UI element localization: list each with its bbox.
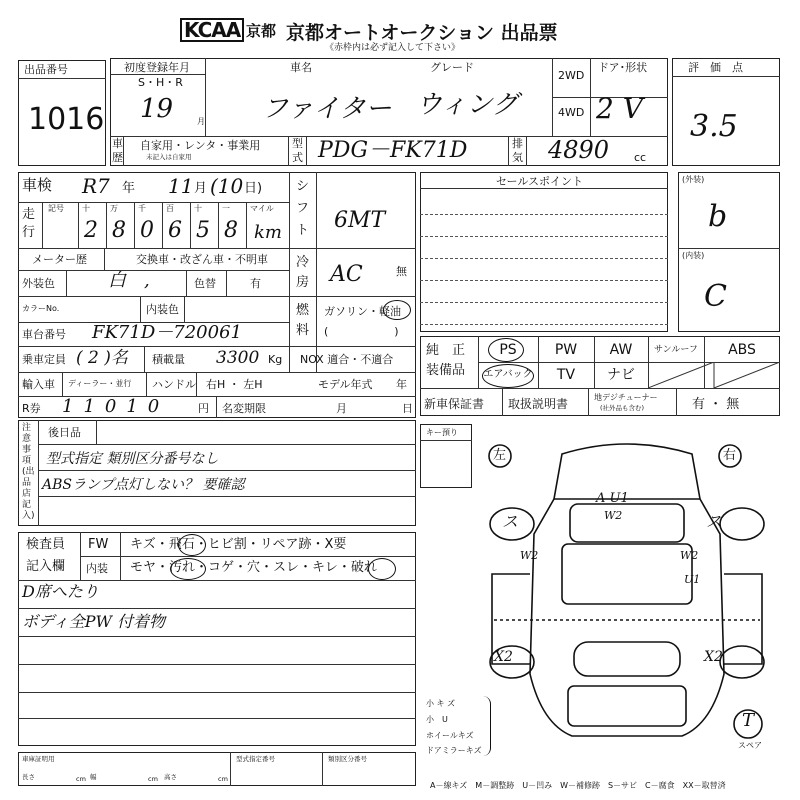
- equip-row2-1: TV: [556, 367, 576, 383]
- notes-side-char-8: 入): [22, 511, 35, 521]
- mileage-header-6: 一: [222, 204, 230, 213]
- digital-tuner-note: (社外品も含む): [600, 404, 645, 412]
- trunk: [568, 686, 686, 726]
- mileage-digit-5: 8: [224, 218, 238, 243]
- notes-side-char-5: 品: [22, 478, 32, 488]
- car-diagram: [472, 424, 782, 754]
- color-change-label: 色替: [194, 277, 216, 290]
- meter-label: メーター歴: [32, 253, 87, 266]
- legend-circles: [478, 696, 491, 756]
- load-label: 積載量: [152, 353, 185, 366]
- fuel-paren: ( ): [324, 325, 399, 338]
- legend-small-scratch: 小 キ ズ: [426, 699, 456, 708]
- side-w2-right: W2: [680, 549, 699, 562]
- load-unit: Kg: [268, 353, 283, 366]
- handle-label: ハンドル: [152, 378, 196, 391]
- right-rear-wheel: [720, 646, 764, 678]
- color-change-value: 有: [250, 277, 261, 290]
- door-value: 2 V: [596, 92, 643, 125]
- car-body-outline: [530, 499, 724, 736]
- spare-mark: T: [742, 710, 755, 731]
- mileage-header-3: 千: [138, 204, 146, 213]
- side-u1: U1: [684, 573, 701, 586]
- lot-label: 出品番号: [24, 63, 68, 76]
- fw-items: キズ・飛石・ヒビ割・リペア跡・X要: [130, 537, 347, 552]
- airbag-circle: [482, 364, 534, 388]
- interior-label: (内装): [682, 251, 705, 260]
- score: 3.5: [690, 109, 738, 144]
- first-reg-label: 初度登録年月: [124, 61, 190, 74]
- cert-length: 長さ: [22, 773, 35, 781]
- sales-point-line: [420, 258, 668, 259]
- 4wd-label: 4WD: [558, 106, 585, 119]
- notes-line-1: 型式指定 類別区分番号なし: [46, 451, 219, 467]
- color-no-label: カラーNo.: [22, 304, 60, 313]
- lot-number: 1016: [28, 102, 105, 137]
- fuel-char-0: 燃: [296, 303, 310, 318]
- ac-value: AC: [330, 262, 363, 287]
- yen-label: 円: [198, 402, 209, 415]
- front-mark-1: A U1: [596, 491, 629, 506]
- type-spec-label: 型式指定番号: [236, 755, 275, 763]
- notes-side-char-7: 記: [22, 500, 32, 510]
- cert-height-cm: cm: [218, 775, 228, 783]
- damage-legend: A－線キズ M－調整跡 U－凹み W－補修跡 S－サビ C－腐食 XX－取替済: [430, 781, 726, 790]
- grade-label: グレード: [430, 61, 474, 74]
- mileage-label-2: 行: [22, 225, 36, 240]
- cabin: [562, 544, 692, 604]
- sales-point-box: [420, 172, 668, 332]
- chassis-label: 車台番号: [22, 328, 66, 341]
- digital-tuner-yes-no: 有 ・ 無: [692, 397, 740, 412]
- shaken-month: 11: [168, 174, 194, 198]
- notes-side-char-6: 店: [22, 489, 32, 499]
- notes-side-char-2: 事: [22, 445, 32, 455]
- mileage-digit-0: 2: [84, 218, 98, 243]
- sales-point-line: [420, 236, 668, 237]
- fuel-circle: [383, 300, 411, 320]
- capacity-label: 乗車定員: [22, 353, 66, 366]
- equip-1: PW: [554, 342, 578, 358]
- header: [180, 18, 620, 44]
- model-code: PDG－FK71D: [318, 138, 468, 163]
- exterior-grade: b: [708, 199, 728, 234]
- mileage-header-2: 万: [110, 204, 118, 213]
- cert-label: 車庫証明用: [22, 755, 55, 763]
- fuel-char-1: 料: [296, 323, 310, 338]
- shift-char-2: ト: [296, 223, 310, 238]
- equipment-label-2: 装備品: [426, 363, 466, 378]
- rear-window: [574, 642, 680, 676]
- 2wd-label: 2WD: [558, 69, 585, 82]
- fuel-options: ガソリン・軽油: [324, 305, 401, 318]
- import-label: 輸入車: [22, 378, 55, 391]
- disp-label-1: 排: [512, 137, 523, 150]
- first-reg-year: 19: [140, 94, 174, 124]
- inspector-note-2: ボディ全PW 付着物: [22, 612, 166, 631]
- car-name-label: 車名: [290, 61, 312, 74]
- digital-tuner-label: 地デジチューナー: [594, 393, 658, 402]
- displacement: 4890: [548, 136, 610, 164]
- ac-none: 無: [396, 265, 407, 278]
- class-no-label: 類別区分番号: [328, 755, 367, 763]
- right-wheel-mark: ス: [706, 512, 723, 531]
- ac-char-0: 冷: [296, 255, 310, 270]
- shift-value: 6MT: [334, 208, 386, 233]
- logo: KCAA: [180, 18, 244, 42]
- interior-inspect-label: 内装: [86, 562, 108, 575]
- mileage-header-0: 記号: [48, 204, 64, 213]
- shaken-label: 車検: [22, 176, 53, 194]
- notes-side-char-0: 注: [22, 423, 32, 433]
- nox-label: NOX 適合・不適合: [300, 353, 394, 366]
- usage-label-2: 歴: [112, 151, 123, 164]
- ext-color: 白 ,: [108, 270, 150, 291]
- name-change-month: 月: [336, 402, 347, 415]
- left-wheel-mark: ス: [502, 512, 519, 531]
- ps-circle: [488, 338, 524, 362]
- mileage-digit-2: 0: [140, 218, 154, 243]
- manual-label: 取扱説明書: [508, 397, 569, 411]
- key-label: キー預り: [426, 428, 458, 437]
- equip-row2-2: ナビ: [607, 367, 635, 383]
- mileage-header-1: 十: [82, 204, 90, 213]
- model-year-label: モデル年式: [318, 378, 373, 391]
- legend-mirror: ドアミラーキズ: [426, 746, 482, 755]
- car-name: ファイター: [262, 94, 392, 124]
- windshield: [570, 504, 684, 542]
- shift-char-1: フ: [296, 201, 310, 216]
- first-reg-month-suffix: 月: [197, 117, 205, 126]
- equip-2: AW: [609, 342, 633, 358]
- ac-char-1: 房: [296, 275, 310, 290]
- model-label-2: 式: [292, 151, 303, 164]
- usage-note: 未記入は自家用: [146, 153, 192, 161]
- load: 3300: [216, 348, 260, 368]
- inspector-label-2: 記入欄: [26, 559, 66, 574]
- stain-circle: [170, 558, 206, 580]
- fw-label: FW: [88, 537, 109, 552]
- sales-point-line: [420, 214, 668, 215]
- cert-width: 幅: [90, 773, 97, 781]
- form-subtitle: 《赤枠内は必ず記入して下さい》: [325, 43, 461, 53]
- legend-small-dent: 小 U: [426, 715, 448, 724]
- mileage-km: km: [254, 222, 282, 243]
- side-w2-left: W2: [520, 549, 539, 562]
- dealer-label: ディーラー・並行: [68, 379, 132, 388]
- disp-label-2: 気: [512, 151, 523, 164]
- notes-side-char-4: (出: [22, 467, 35, 477]
- inspector-label-1: 検査員: [26, 537, 66, 552]
- fw-circle: [178, 534, 206, 556]
- int-color-label: 内装色: [146, 303, 179, 316]
- usage-options: 自家用・レンタ・事業用: [140, 139, 261, 152]
- notes-first-line: 後日品: [48, 426, 81, 439]
- sales-point-line: [420, 302, 668, 303]
- mileage-digit-3: 6: [168, 218, 182, 243]
- equipment-label-1: 純 正: [426, 343, 466, 358]
- rear-right-mark: X2: [704, 649, 723, 665]
- diagram-right: 右: [723, 448, 737, 463]
- right-front-wheel: [720, 508, 764, 540]
- shaken-month-suffix: 月: [194, 181, 208, 196]
- cc-unit: cc: [634, 151, 647, 164]
- exterior-label: (外装): [682, 175, 705, 184]
- mileage-digit-1: 8: [112, 218, 126, 243]
- cert-width-cm: cm: [148, 775, 158, 783]
- recycle-value: 11010: [62, 396, 170, 417]
- name-change-label: 名変期限: [222, 402, 266, 415]
- mileage-header-5: 十: [194, 204, 202, 213]
- sales-point-line: [420, 324, 668, 325]
- sales-point-line: [420, 280, 668, 281]
- capacity: ( 2 )名: [76, 348, 128, 368]
- ext-color-label: 外装色: [22, 277, 55, 290]
- inspector-note-1: D席へたり: [22, 582, 99, 601]
- legend-wheel: ホイールキズ: [426, 731, 474, 740]
- name-change-day: 日: [402, 402, 413, 415]
- shaken-era: R7: [82, 174, 110, 198]
- torn-circle: [368, 558, 396, 580]
- shaken-year-suffix: 年: [122, 181, 136, 196]
- chassis-number: FK71D－720061: [92, 322, 242, 343]
- interior-grade: C: [704, 279, 727, 314]
- notes-side-char-1: 意: [22, 434, 32, 444]
- mileage-label-1: 走: [22, 207, 36, 222]
- equip-row2-0: エアバック: [483, 369, 533, 380]
- era-options: S・H・R: [138, 76, 183, 89]
- front-mark-2: W2: [604, 509, 623, 522]
- handle-options: 右H ・ 左H: [206, 378, 263, 391]
- notes-line-2: ABSランプ点灯しない？ 要確認: [42, 477, 245, 493]
- model-year-suffix: 年: [396, 378, 407, 391]
- door-label: ドア･形状: [598, 61, 648, 74]
- logo-sub: 京都: [246, 22, 277, 40]
- equip-3: サンルーフ: [654, 345, 698, 355]
- model-label-1: 型: [292, 137, 303, 150]
- interior-inspect-items: モヤ・汚れ・コゲ・穴・スレ・キレ・破れ: [130, 560, 377, 575]
- form-title: 京都オートオークション 出品票: [286, 22, 558, 44]
- equip-4: ABS: [728, 342, 756, 358]
- spare-label: スペア: [738, 741, 762, 750]
- sales-point-label: セールスポイント: [496, 175, 584, 188]
- notes-side-char-3: 項: [22, 456, 32, 466]
- grade: ウィング: [416, 90, 518, 120]
- cert-height: 高さ: [164, 773, 177, 781]
- shaken-day-suffix: 日): [244, 181, 263, 196]
- usage-label-1: 車: [112, 137, 123, 150]
- equip-0: PS: [499, 342, 517, 358]
- shift-char-0: シ: [296, 179, 310, 194]
- mileage-digit-4: 5: [196, 218, 210, 243]
- warranty-label: 新車保証書: [424, 397, 485, 411]
- score-label: 評 価 点: [688, 61, 743, 74]
- equip-blank-cells: [648, 362, 780, 388]
- mileage-header-7: マイル: [250, 204, 274, 213]
- rear-left-mark: X2: [494, 649, 513, 665]
- cert-length-cm: cm: [76, 775, 86, 783]
- meter-options: 交換車・改ざん車・不明車: [136, 253, 268, 266]
- mileage-header-4: 百: [166, 204, 174, 213]
- shaken-day: (10: [210, 174, 244, 198]
- recycle-label: R券: [22, 402, 41, 415]
- diagram-left: 左: [493, 448, 507, 463]
